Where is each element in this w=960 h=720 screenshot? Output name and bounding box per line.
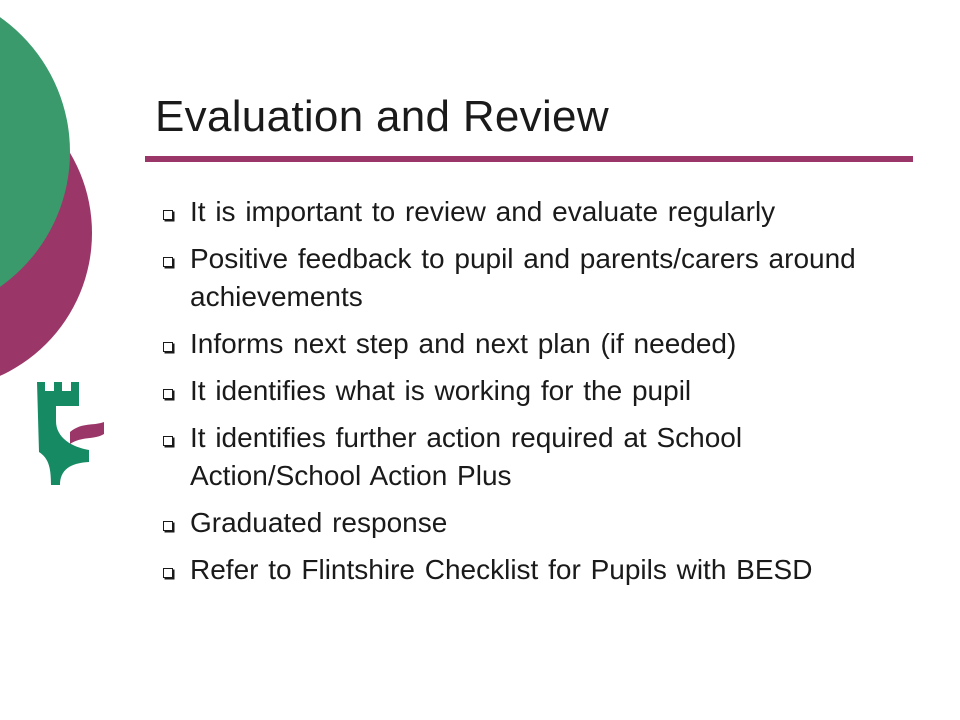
hollow-square-bullet-icon <box>163 342 173 352</box>
bullet-item <box>160 193 860 231</box>
hollow-square-bullet-icon <box>163 568 173 578</box>
bullet-text: It identifies what is working for the pupil <box>190 375 692 406</box>
hollow-square-bullet-icon <box>163 389 173 399</box>
bullet-text: Positive feedback to pupil and parents/carers around achievements <box>190 243 856 312</box>
hollow-square-bullet-icon <box>163 257 173 267</box>
bullet-item <box>160 504 860 542</box>
bullet-item <box>160 325 860 363</box>
bullet-text: Informs next step and next plan (if needed) <box>190 328 737 359</box>
bullet-text: Refer to Flintshire Checklist for Pupils with BESD <box>190 554 813 585</box>
bullet-text: It identifies further action required at School Action/School Action Plus <box>190 422 743 491</box>
hollow-square-bullet-icon <box>163 436 173 446</box>
bullet-item <box>160 551 860 589</box>
bullet-item <box>160 240 860 316</box>
bullet-list <box>160 193 860 598</box>
title-underline <box>145 156 913 162</box>
castle-tower-logo-icon <box>0 0 110 500</box>
slide-title: Evaluation and Review <box>155 92 609 141</box>
bullet-text: It is important to review and evaluate regularly <box>190 196 776 227</box>
bullet-item <box>160 419 860 495</box>
bullet-text: Graduated response <box>190 507 448 538</box>
bullet-item <box>160 372 860 410</box>
hollow-square-bullet-icon <box>163 521 173 531</box>
hollow-square-bullet-icon <box>163 210 173 220</box>
logo-flag-shape <box>70 422 104 444</box>
